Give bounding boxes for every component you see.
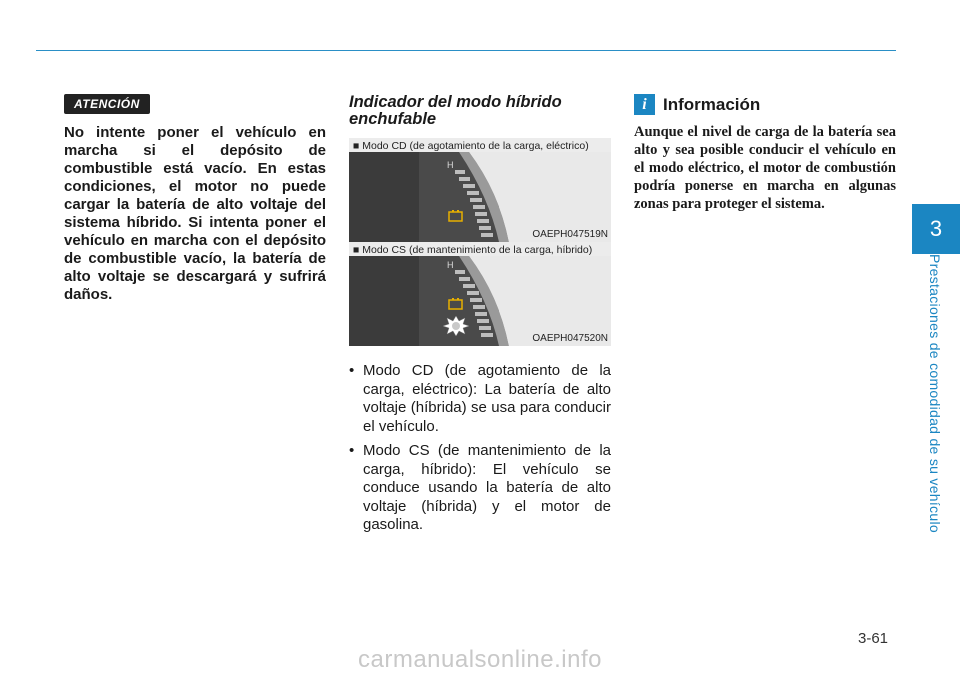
list-item: • Modo CS (de mantenimiento de la carga, híbrido): El vehículo se conduce usando la batería de alto voltaje (híbrida) y el motor de gasolina. [349,442,611,535]
chapter-number-tab [912,204,960,254]
warning-badge: ATENCIÓN [64,94,150,114]
info-icon: i [634,94,655,115]
warning-text: No intente poner el vehículo en marcha si el depósito de combustible está vacío. En estas condiciones, el motor no puede cargar la batería de alto voltaje del sistema híbrido. Si intenta poner el vehículo en marcha con el depósito de combustible vacío, la batería de alto voltaje se descargará y sufrirá daños. [64,124,326,303]
info-header [634,94,896,115]
info-column [634,94,896,213]
chapter-number: 3 [929,216,943,241]
warning-column [64,94,326,304]
info-title: Información [663,94,761,114]
figure-cs-mode [349,242,611,346]
section-heading: Indicador del modo híbrido enchufable [349,93,562,128]
mode-bullet-list [349,362,611,535]
hybrid-mode-column [349,94,611,541]
figure-title: ■ Modo CD (de agotamiento de la carga, eléctrico) [353,140,589,152]
top-rule [36,50,896,51]
info-text: Aunque el nivel de carga de la batería sea alto y sea posible conducir el vehículo en el modo eléctrico, el motor de combustión podría ponerse en marcha en algunas zonas para proteger el sistema. [634,124,896,212]
page-number: 3-61 [858,630,889,647]
figure-code: OAEPH047520N [532,333,608,344]
figure-cd-mode [349,138,611,242]
gauge-letter: H [447,160,454,170]
list-item: • Modo CD (de agotamiento de la carga, eléctrico): La batería de alto voltaje (híbrida) se usa para conducir el vehículo. [349,362,611,436]
gauge-letter: H [447,260,454,270]
figure-code: OAEPH047519N [532,229,608,240]
chapter-title: Prestaciones de comodidad de su vehículo [927,254,943,533]
figure-title: ■ Modo CS (de mantenimiento de la carga, híbrido) [353,244,593,256]
watermark: carmanualsonline.info [358,646,602,673]
